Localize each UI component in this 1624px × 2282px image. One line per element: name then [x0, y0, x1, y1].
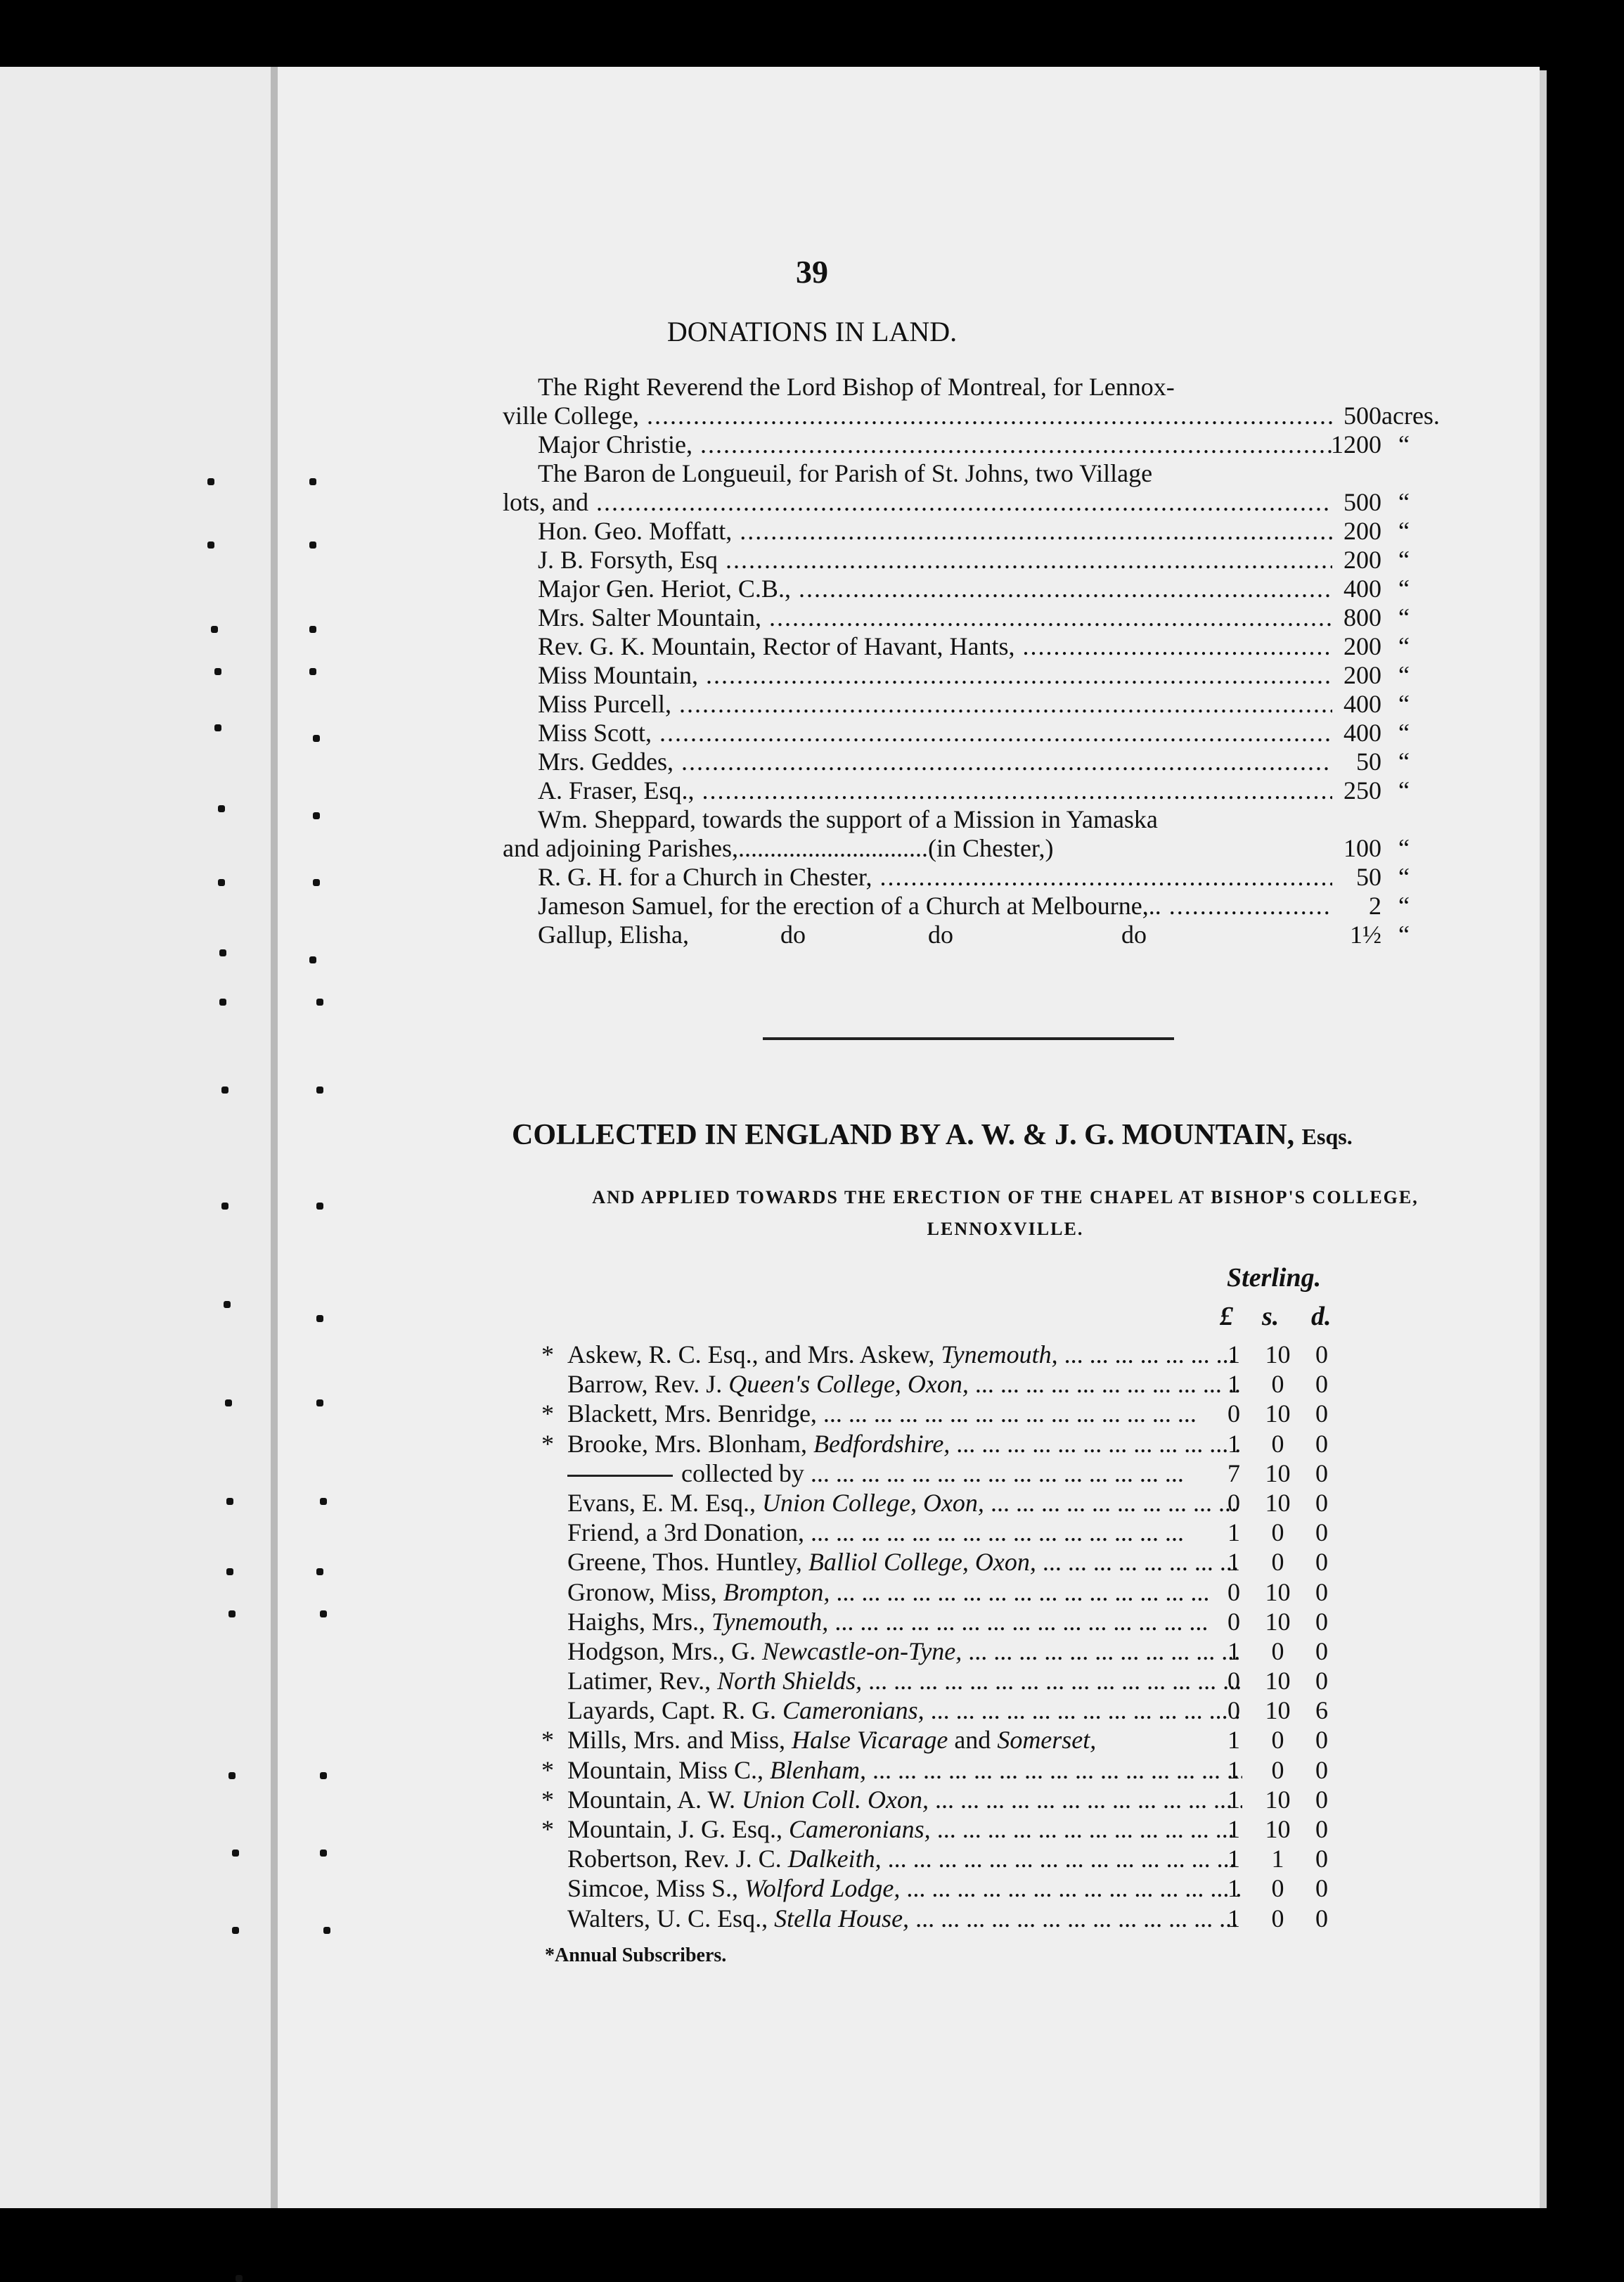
subscriber-row: [541, 1666, 1385, 1696]
subscriber-row: [541, 1518, 1385, 1547]
bleed-mark: [320, 1850, 327, 1857]
bleed-mark: [232, 1850, 239, 1857]
amount-pence: 0: [1315, 1370, 1328, 1399]
donor-name: J. B. Forsyth, Esq .....: [538, 546, 1332, 575]
amount-pence: 0: [1315, 1667, 1328, 1696]
acreage: [1329, 661, 1427, 690]
acreage: [1329, 517, 1427, 546]
land-donations-list: [503, 373, 1438, 949]
amount-pence: 6: [1315, 1696, 1328, 1725]
subscriber-name: [567, 1547, 1242, 1577]
annual-marker: *: [541, 1726, 554, 1755]
land-row: [503, 517, 1438, 546]
amount-pence: 0: [1315, 1340, 1328, 1368]
donor-name: Major Gen. Heriot, C.B., .....: [538, 575, 1332, 603]
amount-pounds: 1: [1227, 1548, 1240, 1577]
amount-pence: 0: [1315, 1488, 1328, 1517]
subscriber-name-text: Layards, Capt. R. G.: [567, 1696, 782, 1725]
england-title-suffix: Esqs.: [1301, 1124, 1353, 1149]
subscriber-row: [541, 1547, 1385, 1577]
acreage-value: 2: [1369, 892, 1381, 920]
acreage-unit: “: [1398, 863, 1410, 891]
bleed-mark: [232, 1927, 239, 1934]
annual-marker: *: [541, 1815, 554, 1843]
bleed-mark: [214, 724, 221, 731]
land-row: [503, 719, 1438, 748]
subscriber-name-text: Latimer, Rev.,: [567, 1667, 718, 1696]
acreage: [1329, 488, 1427, 517]
amount-pence: 0: [1315, 1459, 1328, 1487]
subscriber-row: [541, 1429, 1385, 1459]
amount-shillings: 0: [1271, 1429, 1284, 1458]
amount-shillings: 0: [1271, 1636, 1284, 1665]
bleed-mark: [313, 735, 320, 742]
book-gutter: [271, 67, 278, 2208]
subscriber-row: [541, 1399, 1385, 1428]
bleed-mark: [309, 541, 316, 549]
subscriber-place: Queen's College, Oxon,: [728, 1370, 969, 1399]
annual-marker: *: [541, 1785, 554, 1814]
bleed-mark: [236, 2275, 243, 2282]
land-row: [503, 373, 1438, 402]
bleed-mark: [316, 1086, 323, 1094]
bleed-mark: [214, 668, 221, 675]
amount-pence: 0: [1315, 1548, 1328, 1577]
bleed-mark: [316, 1568, 323, 1575]
acreage-value: 1200: [1331, 430, 1381, 459]
land-row: [503, 402, 1438, 430]
subscriber-place: Balliol College, Oxon,: [808, 1548, 1036, 1577]
column-pence: d.: [1311, 1302, 1332, 1331]
annual-marker: *: [541, 1340, 554, 1368]
amount-pounds: 0: [1227, 1399, 1240, 1428]
bleed-mark: [309, 626, 316, 633]
annual-marker: *: [541, 1399, 554, 1428]
donor-name: Miss Mountain, .....: [538, 661, 1332, 690]
subscriber-name-text: Simcoe, Miss S.,: [567, 1874, 745, 1903]
acreage-unit: “: [1398, 892, 1410, 920]
subscriber-name: [567, 1904, 1242, 1933]
acreage-value: 400: [1343, 690, 1381, 718]
bleed-mark: [219, 999, 226, 1006]
subscriber-name-text: Greene, Thos. Huntley,: [567, 1548, 808, 1577]
bleed-mark: [228, 1610, 236, 1617]
subscriber-row: [541, 1725, 1385, 1755]
donor-name: Jameson Samuel, for the erection of a Church at Melbourne,.. .....: [538, 892, 1332, 921]
subscriber-place: Somerset,: [997, 1726, 1097, 1755]
land-row: [503, 575, 1438, 603]
subscriber-name-text: Mountain, A. W.: [567, 1785, 742, 1814]
subscriber-name: [567, 1399, 1242, 1428]
donor-name: Miss Scott, .....: [538, 719, 1332, 748]
bleed-mark: [309, 668, 316, 675]
currency-label: Sterling.: [1227, 1263, 1322, 1293]
acreage-unit: “: [1398, 921, 1410, 949]
ditto-mark: do: [928, 921, 953, 949]
bleed-mark: [320, 1498, 327, 1505]
column-shillings: s.: [1262, 1302, 1280, 1331]
subscriber-row: [541, 1904, 1385, 1933]
amount-pence: 0: [1315, 1518, 1328, 1547]
subscriber-name-text: collected by: [681, 1459, 811, 1487]
acreage-value: 400: [1343, 575, 1381, 603]
land-row: [503, 892, 1438, 921]
donor-name: Mrs. Salter Mountain, .....: [538, 603, 1332, 632]
annual-marker: *: [541, 1755, 554, 1784]
amount-pence: 0: [1315, 1845, 1328, 1873]
subscriber-name-text: Robertson, Rev. J. C.: [567, 1845, 788, 1873]
page-edge: [1540, 70, 1547, 2208]
donor-name: lots, and .....: [503, 488, 1332, 517]
acreage: [1329, 632, 1427, 661]
amount-pence: 0: [1315, 1577, 1328, 1606]
subscriber-conj: and: [948, 1726, 998, 1755]
acreage-value: 200: [1343, 632, 1381, 660]
subscriber-row: [541, 1636, 1385, 1666]
amount-pounds: 0: [1227, 1577, 1240, 1606]
subscriber-name-text: Brooke, Mrs. Blonham,: [567, 1429, 813, 1458]
subscriber-row: [541, 1844, 1385, 1873]
amount-pounds: 0: [1227, 1607, 1240, 1636]
acreage-value: 250: [1343, 776, 1381, 805]
amount-shillings: 10: [1265, 1399, 1291, 1428]
acreage-unit: “: [1398, 661, 1410, 689]
subscriber-name: [567, 1814, 1242, 1844]
england-collection-title: [512, 1118, 1353, 1152]
amount-shillings: 0: [1271, 1518, 1284, 1547]
acreage: [1329, 719, 1427, 748]
land-row: [503, 690, 1438, 719]
acreage-unit: “: [1398, 748, 1410, 776]
subscriber-name-text: Mills, Mrs. and Miss,: [567, 1726, 792, 1755]
amount-pounds: 1: [1227, 1429, 1240, 1458]
bleed-mark: [218, 805, 225, 812]
acreage-value: 50: [1356, 748, 1381, 776]
acreage-value: 400: [1343, 719, 1381, 747]
land-row: [503, 921, 1438, 949]
land-row: [503, 488, 1438, 517]
acreage-value: 100: [1343, 834, 1381, 862]
land-row: [503, 603, 1438, 632]
subscriber-row: [541, 1696, 1385, 1725]
amount-pence: 0: [1315, 1636, 1328, 1665]
left-page: [0, 67, 271, 2208]
subscriber-name-text: Walters, U. C. Esq.,: [567, 1904, 775, 1932]
amount-pounds: 1: [1227, 1845, 1240, 1873]
donor-name: ville College, .....: [503, 402, 1332, 430]
amount-pence: 0: [1315, 1726, 1328, 1755]
bleed-mark: [224, 1301, 231, 1308]
amount-shillings: 10: [1265, 1488, 1291, 1517]
donor-name: R. G. H. for a Church in Chester, .....: [538, 863, 1332, 892]
acreage: [1329, 603, 1427, 632]
acreage-value: 500: [1343, 402, 1381, 430]
land-row: [503, 834, 1438, 863]
subscriber-place: Union Coll. Oxon,: [742, 1785, 929, 1814]
bleed-mark: [316, 1315, 323, 1322]
acreage-unit: “: [1398, 719, 1410, 747]
england-subscribers-list: [541, 1340, 1385, 1933]
acreage: [1329, 575, 1427, 603]
bleed-mark: [226, 1568, 233, 1575]
amount-shillings: 10: [1265, 1607, 1291, 1636]
subscriber-name: [567, 1755, 1242, 1785]
subscriber-place: North Shields,: [717, 1667, 863, 1696]
acreage-unit: “: [1398, 834, 1410, 862]
subscriber-place: Halse Vicarage: [792, 1726, 948, 1755]
donor-name: A. Fraser, Esq., .....: [538, 776, 1332, 805]
subscriber-row: [541, 1369, 1385, 1399]
bleed-mark: [207, 541, 214, 549]
amount-pounds: 1: [1227, 1726, 1240, 1755]
amount-shillings: 0: [1271, 1904, 1284, 1932]
acreage: [1329, 921, 1427, 949]
acreage-value: 50: [1356, 863, 1381, 891]
subscriber-place: Blenham,: [770, 1755, 867, 1784]
subscriber-place: Newcastle-on-Tyne,: [762, 1636, 962, 1665]
subscriber-name: [567, 1725, 1242, 1755]
subscriber-row: [541, 1577, 1385, 1607]
subscriber-name: [567, 1873, 1242, 1903]
subscriber-row: [541, 1488, 1385, 1518]
amount-shillings: 10: [1265, 1696, 1291, 1725]
subscriber-name-text: Evans, E. M. Esq.,: [567, 1488, 762, 1517]
bleed-mark: [225, 1399, 232, 1406]
bleed-mark: [221, 1086, 228, 1094]
amount-shillings: 0: [1271, 1548, 1284, 1577]
amount-shillings: 10: [1265, 1577, 1291, 1606]
subscriber-place: Cameronians,: [782, 1696, 924, 1725]
donor-name: Hon. Geo. Moffatt, .....: [538, 517, 1332, 546]
subscriber-name: [567, 1844, 1242, 1873]
land-row: [503, 863, 1438, 892]
land-row: [503, 632, 1438, 661]
column-pounds: £: [1220, 1302, 1233, 1331]
acreage-unit: “: [1398, 603, 1410, 632]
footnote: *Annual Subscribers.: [545, 1944, 727, 1966]
ditto-line: [567, 1475, 673, 1477]
donor-name: Wm. Sheppard, towards the support of a Mission in Yamaska: [538, 805, 1158, 833]
acreage: [1329, 430, 1427, 459]
amount-pounds: 0: [1227, 1696, 1240, 1725]
subscriber-name-text: Askew, R. C. Esq., and Mrs. Askew,: [567, 1340, 941, 1368]
amount-shillings: 10: [1265, 1340, 1291, 1368]
subscriber-name: [567, 1607, 1242, 1636]
acreage-unit: “: [1398, 430, 1410, 459]
acreage-unit: “: [1398, 776, 1410, 805]
amount-shillings: 1: [1271, 1845, 1284, 1873]
subscriber-place: Stella House,: [774, 1904, 910, 1932]
bleed-mark: [207, 478, 214, 485]
donor-name: The Right Reverend the Lord Bishop of Montreal, for Lennox-: [538, 373, 1175, 401]
subscriber-row: [541, 1755, 1385, 1785]
subscriber-name-text: Haighs, Mrs.,: [567, 1607, 711, 1636]
subscriber-name: [567, 1518, 1242, 1547]
subscriber-name-text: Blackett, Mrs. Benridge,: [567, 1399, 823, 1428]
subscriber-place: Tynemouth,: [941, 1340, 1058, 1368]
amount-shillings: 0: [1271, 1370, 1284, 1399]
amount-pence: 0: [1315, 1785, 1328, 1814]
bleed-mark: [313, 879, 320, 886]
subscriber-name: [567, 1459, 1242, 1488]
subscriber-place: Dalkeith,: [787, 1845, 882, 1873]
bleed-mark: [316, 1399, 323, 1406]
subscriber-name: [567, 1636, 1242, 1666]
amount-shillings: 10: [1265, 1785, 1291, 1814]
subscriber-name: [567, 1696, 1242, 1725]
amount-pounds: 1: [1227, 1904, 1240, 1932]
acreage-value: 500: [1343, 488, 1381, 516]
amount-pence: 0: [1315, 1607, 1328, 1636]
donor-name: and adjoining Parishes,..............................(in Chester,): [503, 834, 1054, 862]
amount-pounds: 1: [1227, 1518, 1240, 1547]
acreage-value: 200: [1343, 546, 1381, 574]
land-row: [503, 430, 1438, 459]
subscriber-name: [567, 1340, 1242, 1369]
land-row: [503, 748, 1438, 776]
bleed-mark: [309, 478, 316, 485]
amount-pounds: 1: [1227, 1874, 1240, 1903]
subscriber-place: Cameronians,: [789, 1815, 931, 1843]
subscriber-name: [567, 1785, 1242, 1814]
land-row: [503, 661, 1438, 690]
acreage: [1329, 690, 1427, 719]
ditto-mark: do: [780, 921, 806, 949]
amount-pence: 0: [1315, 1399, 1328, 1428]
acreage: [1329, 546, 1427, 575]
amount-pence: 0: [1315, 1815, 1328, 1843]
subscriber-place: Tynemouth,: [711, 1607, 829, 1636]
donations-in-land-title: DONATIONS IN LAND.: [666, 316, 958, 347]
bleed-mark: [228, 1772, 236, 1779]
donor-name: The Baron de Longueuil, for Parish of St. Johns, two Village: [538, 459, 1153, 487]
amount-pounds: 1: [1227, 1755, 1240, 1784]
bleed-mark: [313, 812, 320, 819]
subscriber-name-text: Barrow, Rev. J.: [567, 1370, 729, 1399]
england-title-text: COLLECTED IN ENGLAND BY A. W. & J. G. MOUNTAIN,: [512, 1119, 1295, 1151]
subscriber-name-text: Friend, a 3rd Donation,: [567, 1518, 811, 1547]
acreage-unit: “: [1398, 632, 1410, 660]
subscriber-row: [541, 1814, 1385, 1844]
england-collection-subtitle: AND APPLIED TOWARDS THE ERECTION OF THE CHAPEL AT BISHOP'S COLLEGE, LENNOXVILLE.: [592, 1187, 1419, 1239]
acreage-unit: “: [1398, 517, 1410, 545]
acreage-unit: “: [1398, 690, 1410, 718]
acreage: [1329, 863, 1427, 892]
amount-pounds: 7: [1227, 1459, 1240, 1487]
amount-shillings: 10: [1265, 1815, 1291, 1843]
donor-name: Gallup, Elisha,: [538, 921, 689, 949]
bleed-mark: [316, 1203, 323, 1210]
amount-pence: 0: [1315, 1755, 1328, 1784]
amount-pounds: 0: [1227, 1667, 1240, 1696]
bleed-mark: [309, 956, 316, 963]
subscriber-name-text: Mountain, Miss C.,: [567, 1755, 771, 1784]
subscriber-row: [541, 1340, 1385, 1369]
amount-shillings: 10: [1265, 1667, 1291, 1696]
subscriber-place: Union College, Oxon,: [761, 1488, 984, 1517]
subscriber-place: Wolford Lodge,: [745, 1874, 901, 1903]
acreage: [1329, 834, 1427, 863]
amount-shillings: 0: [1271, 1874, 1284, 1903]
subscriber-name: [567, 1577, 1242, 1607]
bleed-mark: [320, 1610, 327, 1617]
amount-pounds: 1: [1227, 1340, 1240, 1368]
subscriber-row: [541, 1459, 1385, 1488]
acreage-unit: “: [1398, 575, 1410, 603]
amount-pence: 0: [1315, 1904, 1328, 1932]
ditto-mark: do: [1121, 921, 1147, 949]
acreage: [1329, 892, 1427, 921]
acreage-unit: “: [1398, 546, 1410, 574]
subscriber-name: [567, 1488, 1242, 1518]
amount-shillings: 0: [1271, 1755, 1284, 1784]
amount-pounds: 1: [1227, 1370, 1240, 1399]
page-number: 39: [796, 254, 828, 290]
bleed-mark: [218, 879, 225, 886]
subscriber-name-text: Gronow, Miss,: [567, 1577, 723, 1606]
acreage-value: 200: [1343, 517, 1381, 545]
acreage-value: 200: [1343, 661, 1381, 689]
subscriber-place: Bedfordshire,: [813, 1429, 950, 1458]
amount-pounds: 1: [1227, 1636, 1240, 1665]
amount-pounds: 1: [1227, 1785, 1240, 1814]
land-row: [503, 776, 1438, 805]
subscriber-row: [541, 1873, 1385, 1903]
amount-pounds: 0: [1227, 1488, 1240, 1517]
land-row: [503, 459, 1438, 488]
bleed-mark: [320, 1772, 327, 1779]
subscriber-name-text: Hodgson, Mrs., G.: [567, 1636, 763, 1665]
subscriber-name: [567, 1429, 1242, 1459]
amount-pence: 0: [1315, 1429, 1328, 1458]
subscriber-place: Brompton,: [723, 1577, 830, 1606]
amount-pounds: 1: [1227, 1815, 1240, 1843]
subscriber-name-text: Mountain, J. G. Esq.,: [567, 1815, 789, 1843]
bleed-mark: [226, 1498, 233, 1505]
subscriber-row: [541, 1785, 1385, 1814]
acreage-value: 800: [1343, 603, 1381, 632]
bleed-mark: [323, 1927, 330, 1934]
bleed-mark: [211, 626, 218, 633]
amount-shillings: 10: [1265, 1459, 1291, 1487]
acreage: [1329, 402, 1440, 430]
acreage: [1329, 748, 1427, 776]
donor-name: Mrs. Geddes, .....: [538, 748, 1332, 776]
subscriber-row: [541, 1607, 1385, 1636]
amount-shillings: 0: [1271, 1726, 1284, 1755]
bleed-mark: [219, 949, 226, 956]
section-divider: [763, 1037, 1174, 1040]
acreage-unit: acres.: [1381, 402, 1440, 430]
land-row: [503, 805, 1438, 834]
subscriber-name: [567, 1666, 1242, 1696]
subscriber-name: [567, 1369, 1242, 1399]
acreage-value: 1½: [1350, 921, 1381, 949]
amount-pence: 0: [1315, 1874, 1328, 1903]
bleed-mark: [316, 999, 323, 1006]
acreage: [1329, 776, 1427, 805]
land-row: [503, 546, 1438, 575]
acreage-unit: “: [1398, 488, 1410, 516]
donor-name: Miss Purcell, .....: [538, 690, 1332, 719]
donor-name: Major Christie, .....: [538, 430, 1332, 459]
bleed-mark: [221, 1203, 228, 1210]
annual-marker: *: [541, 1429, 554, 1458]
donor-name: Rev. G. K. Mountain, Rector of Havant, Hants, .....: [538, 632, 1332, 661]
